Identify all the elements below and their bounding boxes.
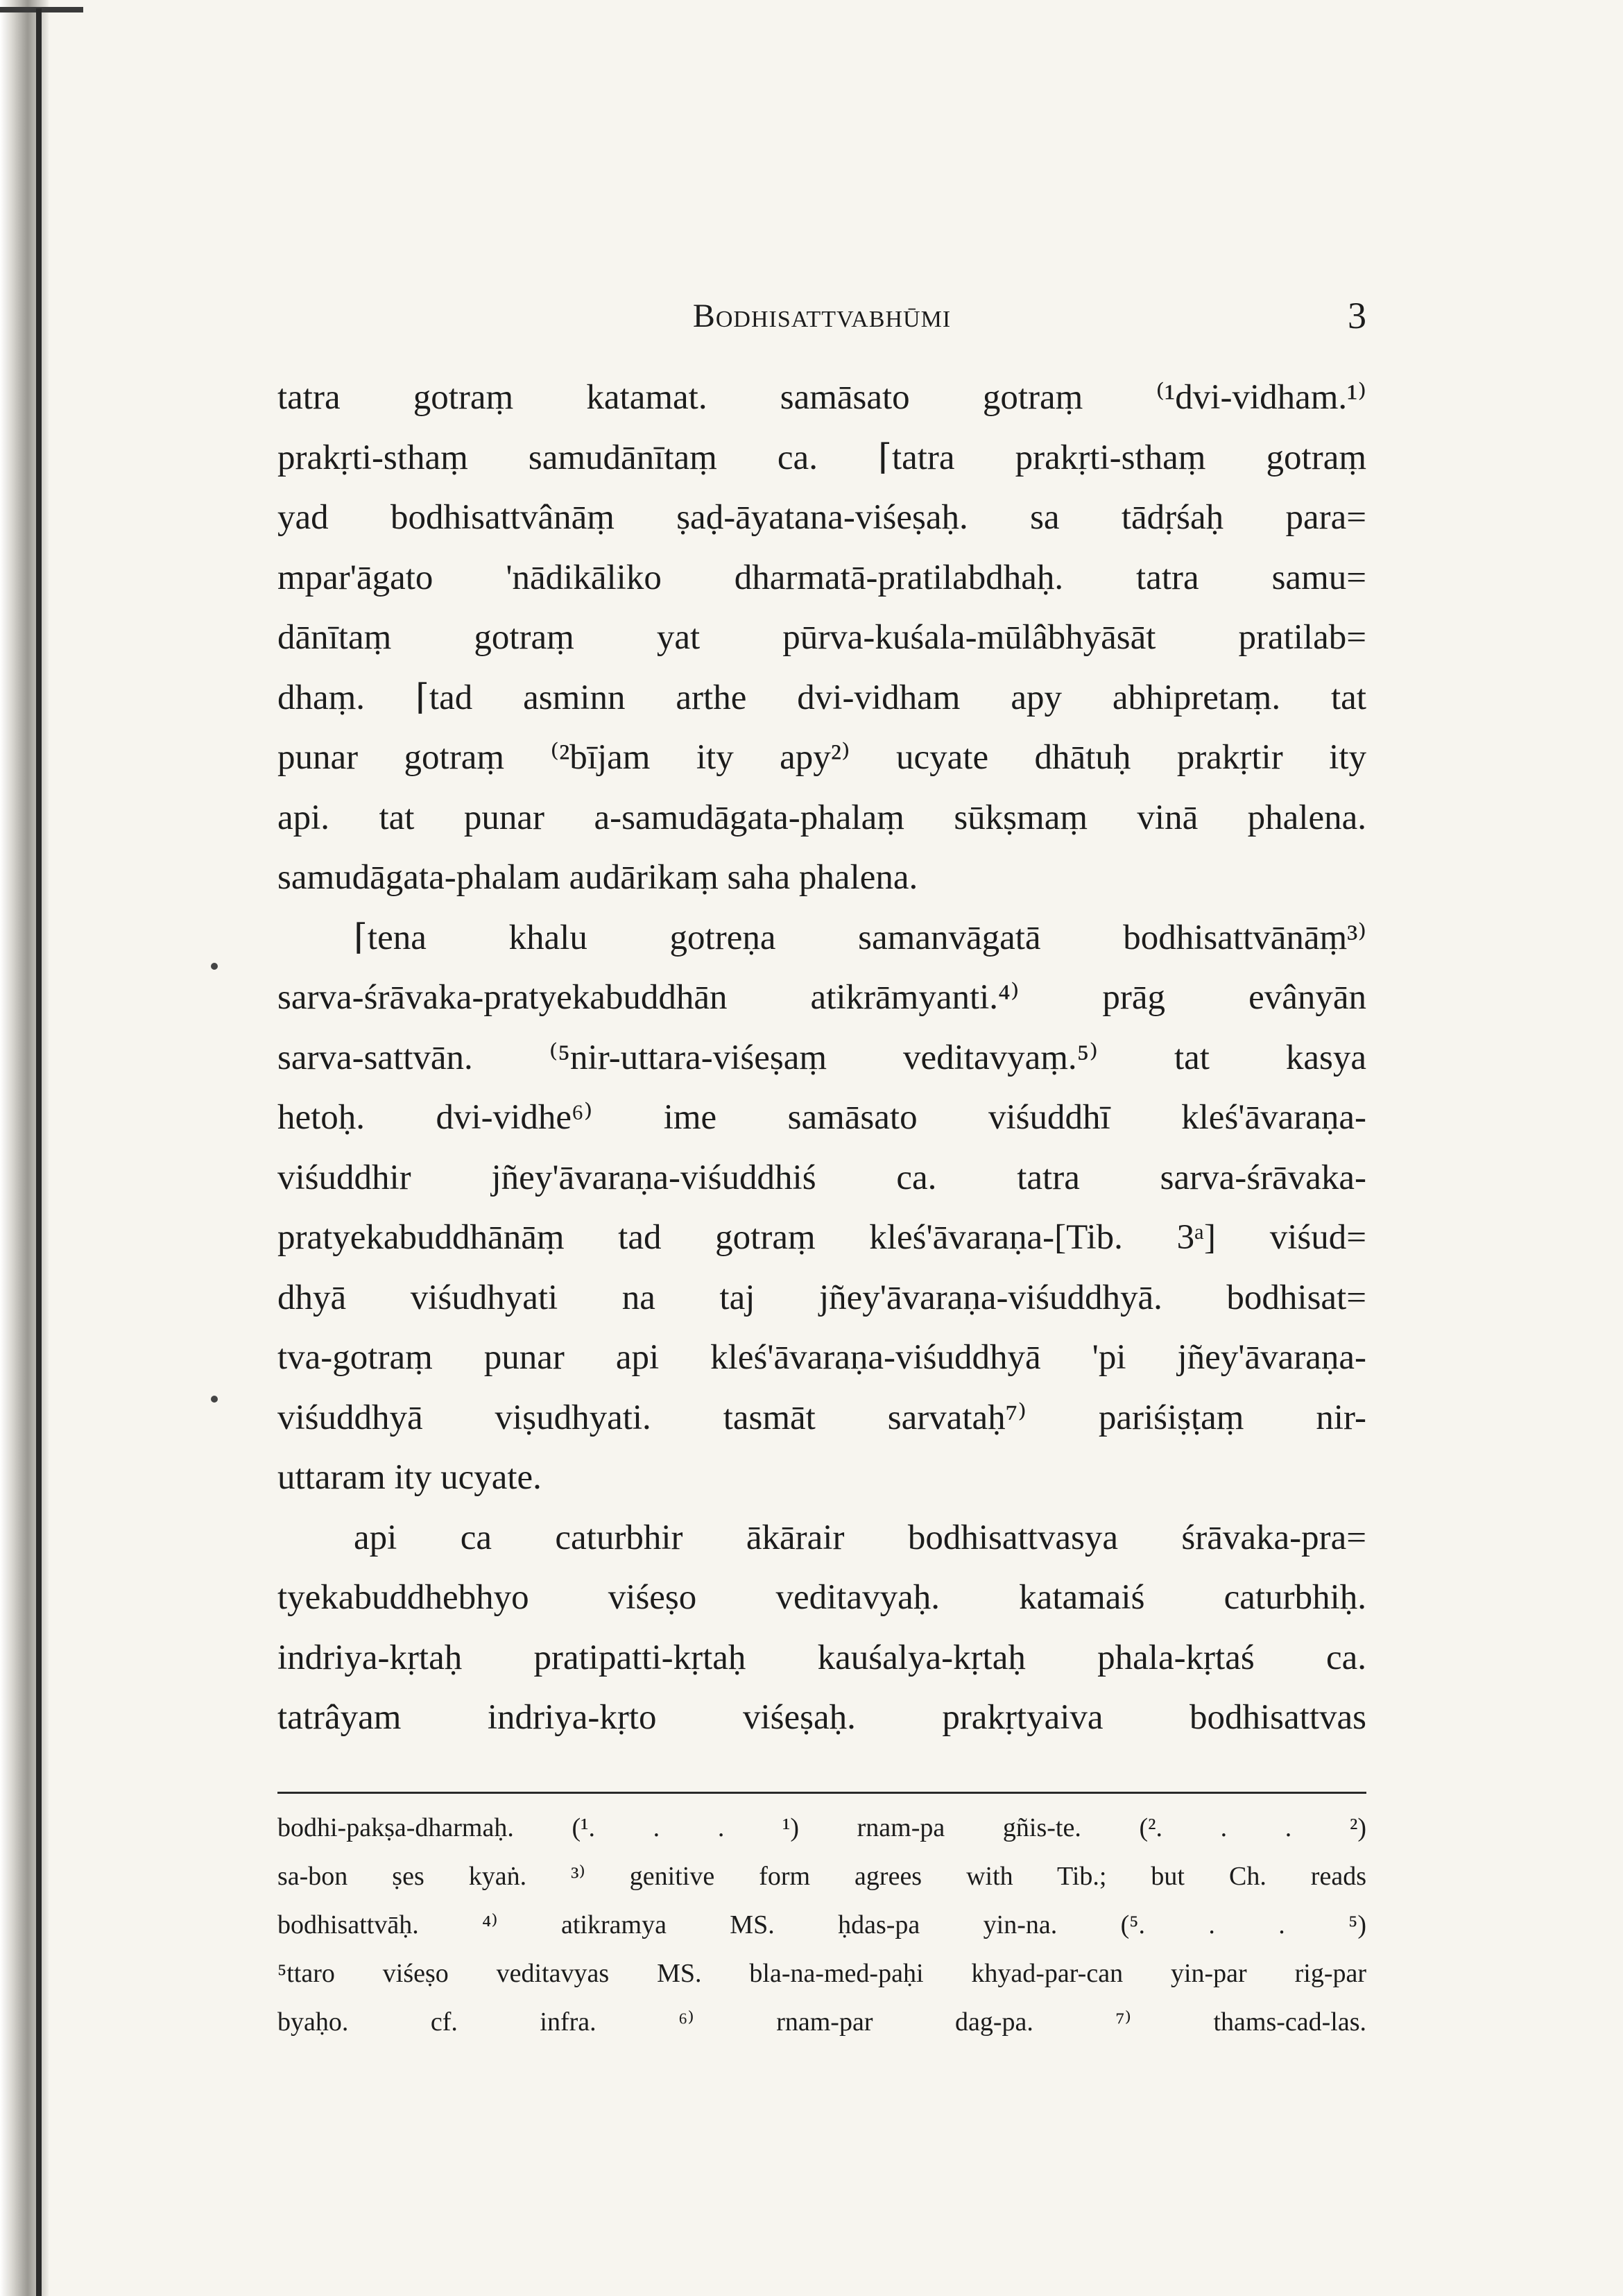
body-text — [277, 368, 1366, 1748]
body-line: viśuddhir jñey'āvaraṇa-viśuddhiś ca. tatra sarva-śrāvaka- — [277, 1158, 1366, 1197]
footnote-line: sa-bon ṣes kyaṅ. ³⁾ genitive form agrees with Tib.; but Ch. reads — [277, 1862, 1366, 1891]
body-line: indriya-kṛtaḥ pratipatti-kṛtaḥ kauśalya-kṛtaḥ phala-kṛtaś ca. — [277, 1638, 1366, 1677]
body-line: api ca caturbhir ākārair bodhisattvasya śrāvaka-pra= — [354, 1518, 1366, 1557]
margin-dot — [211, 1396, 218, 1403]
body-line: uttaram ity ucyate. — [277, 1458, 542, 1497]
body-line: prakṛti-sthaṃ samudānītaṃ ca. ⌈tatra prakṛti-sthaṃ gotraṃ — [277, 438, 1366, 477]
footnotes — [277, 1804, 1366, 2046]
body-line: hetoḥ. dvi-vidhe⁶⁾ ime samāsato viśuddhī kleś'āvaraṇa- — [277, 1098, 1366, 1137]
body-line: punar gotraṃ ⁽²bījam ity apy²⁾ ucyate dhātuḥ prakṛtir ity — [277, 738, 1366, 777]
page-number: 3 — [1348, 295, 1366, 336]
body-line: tatra gotraṃ katamat. samāsato gotraṃ ⁽¹dvi-vidham.¹⁾ — [277, 378, 1366, 417]
footnote-line: bodhisattvāḥ. ⁴⁾ atikramya MS. ḥdas-pa yin-na. (⁵. . . ⁵) — [277, 1910, 1366, 1939]
body-line: tatrâyam indriya-kṛto viśeṣaḥ. prakṛtyaiva bodhisattvas — [277, 1698, 1366, 1737]
margin-dot — [211, 963, 218, 970]
body-line: mpar'āgato 'nādikāliko dharmatā-pratilabdhaḥ. tatra samu= — [277, 558, 1366, 597]
page-header — [277, 291, 1366, 340]
body-line: api. tat punar a-samudāgata-phalaṃ sūkṣmaṃ vinā phalena. — [277, 798, 1366, 837]
body-line: viśuddhyā viṣudhyati. tasmāt sarvataḥ⁷⁾ pariśiṣṭaṃ nir- — [277, 1398, 1366, 1437]
binding-vertical-rule — [36, 8, 42, 2296]
body-line: tva-gotraṃ punar api kleś'āvaraṇa-viśuddhyā 'pi jñey'āvaraṇa- — [277, 1338, 1366, 1377]
footnote-line: bodhi-pakṣa-dharmaḥ. (¹. . . ¹) rnam-pa gñis-te. (². . . ²) — [277, 1813, 1366, 1842]
running-title: Bodhisattvabhūmi — [692, 298, 952, 334]
binding-cap-rule — [0, 7, 83, 12]
body-line: tyekabuddhebhyo viśeṣo veditavyaḥ. katamaiś caturbhiḥ. — [277, 1578, 1366, 1617]
body-line: dhyā viśudhyati na taj jñey'āvaraṇa-viśuddhyā. bodhisat= — [277, 1278, 1366, 1317]
body-line: sarva-śrāvaka-pratyekabuddhān atikrāmyanti.⁴⁾ prāg evânyān — [277, 978, 1366, 1017]
body-line: samudāgata-phalam audārikaṃ saha phalena. — [277, 858, 918, 897]
body-line: yad bodhisattvânāṃ ṣaḍ-āyatana-viśeṣaḥ. sa tādṛśaḥ para= — [277, 498, 1366, 537]
body-line: ⌈tena khalu gotreṇa samanvāgatā bodhisattvānāṃ³⁾ — [354, 918, 1366, 957]
footnote-line: ⁵ttaro viśeṣo veditavyas MS. bla-na-med-paḥi khyad-par-can yin-par rig-par — [277, 1959, 1366, 1988]
footnote-divider — [277, 1792, 1366, 1794]
body-line: dānītaṃ gotraṃ yat pūrva-kuśala-mūlâbhyāsāt pratilab= — [277, 618, 1366, 657]
body-line: dhaṃ. ⌈tad asminn arthe dvi-vidham apy abhipretaṃ. tat — [277, 678, 1366, 717]
body-line: pratyekabuddhānāṃ tad gotraṃ kleś'āvaraṇa-[Tib. 3ᵃ] viśud= — [277, 1218, 1366, 1257]
footnote-line: byaḥo. cf. infra. ⁶⁾ rnam-par dag-pa. ⁷⁾ thams-cad-las. — [277, 2007, 1366, 2037]
body-line: sarva-sattvān. ⁽⁵nir-uttara-viśeṣaṃ veditavyaṃ.⁵⁾ tat kasya — [277, 1038, 1366, 1077]
